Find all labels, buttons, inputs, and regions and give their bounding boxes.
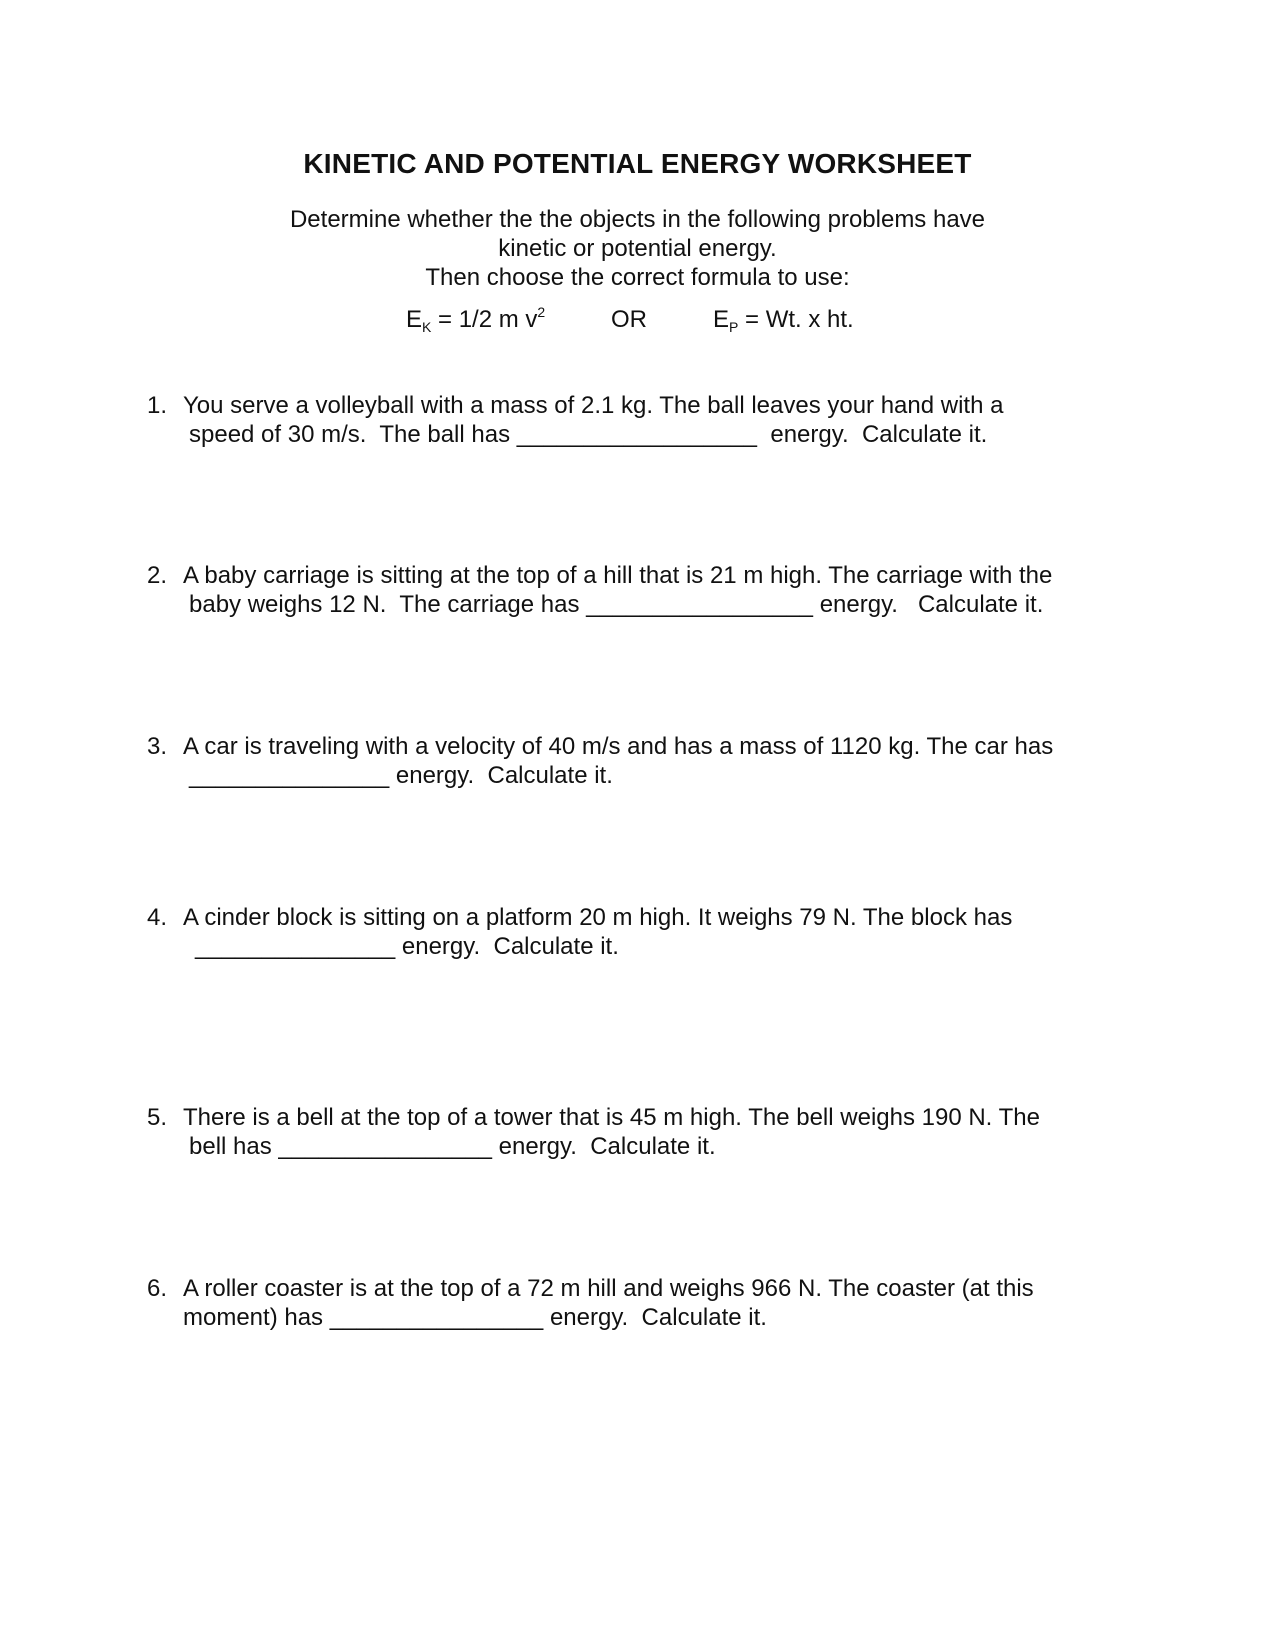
intro-line-1: Determine whether the the objects in the following problems have [289,206,986,233]
question-text-line-2: speed of 30 m/s. The ball has __________________ energy. Calculate it. [189,421,988,448]
kinetic-formula-subscript: K [422,319,432,335]
question-text-line-1: A car is traveling with a velocity of 40 m/s and has a mass of 1120 kg. The car has [183,733,1054,760]
kinetic-formula-rest: = 1/2 m v [431,306,538,333]
intro-line-2: kinetic or potential energy. [498,235,777,262]
potential-formula-rest: = Wt. x ht. [738,306,854,333]
question-number: 5. [147,1104,168,1131]
question-text-line-2: _______________ energy. Calculate it. [189,762,613,789]
worksheet-title: KINETIC AND POTENTIAL ENERGY WORKSHEET [303,148,972,179]
potential-formula-subscript: P [729,319,739,335]
question-number: 2. [147,562,168,589]
question-text-line-1: A baby carriage is sitting at the top of a hill that is 21 m high. The carriage with the [183,562,1053,589]
question-number: 4. [147,904,168,931]
kinetic-formula-superscript: 2 [537,304,546,320]
question-text-line-1: A roller coaster is at the top of a 72 m hill and weighs 966 N. The coaster (at this [183,1275,1034,1302]
potential-energy-formula [713,306,854,336]
intro-line-3: Then choose the correct formula to use: [425,264,850,291]
question-number: 6. [147,1275,168,1302]
kinetic-formula-base: E [406,306,423,333]
question-text-line-1: A cinder block is sitting on a platform 20 m high. It weighs 79 N. The block has [183,904,1013,931]
question-text-line-2: _______________ energy. Calculate it. [195,933,619,960]
question-text-line-2: bell has ________________ energy. Calculate it. [189,1133,716,1160]
question-text-line-1: You serve a volleyball with a mass of 2.1 kg. The ball leaves your hand with a [183,392,1004,419]
question-number: 3. [147,733,168,760]
formula-or-separator: OR [611,306,647,333]
potential-formula-base: E [713,306,730,333]
question-number: 1. [147,392,168,419]
question-text-line-2: baby weighs 12 N. The carriage has _________________ energy. Calculate it. [189,591,1044,618]
question-text-line-2: moment) has ________________ energy. Calculate it. [183,1304,767,1331]
question-text-line-1: There is a bell at the top of a tower that is 45 m high. The bell weighs 190 N. The [183,1104,1040,1131]
kinetic-energy-formula [406,306,545,336]
